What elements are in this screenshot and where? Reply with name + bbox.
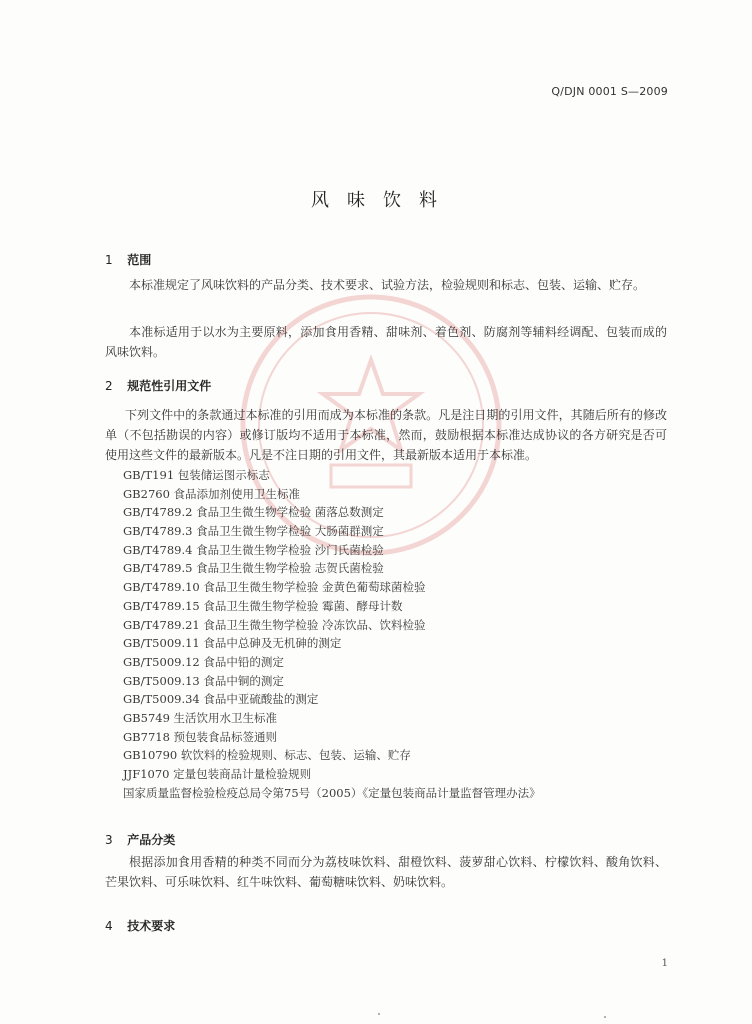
reference-item: JJF1070 定量包装商品计量检验规则 [123, 767, 312, 781]
section-3-paragraph: 根据添加食用香精的种类不同而分为荔枝味饮料、甜橙饮料、菠萝甜心饮料、柠檬饮料、酸角饮料、芒果饮料、可乐味饮料、红牛味饮料、葡萄糖味饮料、奶味饮料。 [105, 855, 667, 889]
reference-item: GB5749 生活饮用水卫生标准 [123, 710, 278, 725]
reference-item: GB2760 食品添加剂使用卫生标准 [123, 486, 301, 501]
section-title: 技术要求 [127, 919, 176, 933]
reference-item: GB/T4789.15 食品卫生微生物学检验 霉菌、酵母计数 [123, 598, 403, 613]
section-number: 2 [105, 379, 113, 393]
scan-speck [378, 1013, 380, 1015]
reference-item: GB/T5009.12 食品中铅的测定 [123, 654, 284, 669]
reference-item: GB/T4789.5 食品卫生微生物学检验 志贺氏菌检验 [123, 561, 384, 576]
section-1-paragraph-2: 本准标适用于以水为主要原料，添加食用香精、甜味剂、着色剂、防腐剂等辅料经调配、包装而成的风味饮料。 [105, 325, 667, 359]
reference-list [123, 466, 541, 802]
section-1-paragraph-1: 本标准规定了风味饮料的产品分类、技术要求、试验方法，检验规则和标志、包装、运输、贮存。 [129, 278, 646, 292]
section-3-heading [105, 831, 175, 848]
reference-item: GB/T4789.10 食品卫生微生物学检验 金黄色葡萄球菌检验 [123, 580, 426, 595]
reference-item: GB/T4789.2 食品卫生微生物学检验 菌落总数测定 [123, 505, 384, 520]
reference-item: GB7718 预包装食品标签通则 [123, 729, 278, 744]
section-title: 产品分类 [127, 833, 176, 847]
section-number: 4 [105, 919, 113, 933]
page-number: 1 [661, 958, 668, 969]
section-2-intro: 下列文件中的条款通过本标准的引用而成为本标准的条款。凡是注日期的引用文件，其随后所有的修改单（不包括勘误的内容）或修订版均不适用于本标准，然而，鼓励根据本标准达成协议的各方研究是否可使用这些文件的最新版本。凡是不注日期的引用文件，其最新版本适用于本标准。 [105, 408, 667, 462]
reference-item: GB/T191 包装储运图示标志 [123, 468, 270, 482]
section-title: 规范性引用文件 [127, 379, 212, 393]
reference-item: GB10790 软饮料的检验规则、标志、包装、运输、贮存 [123, 748, 411, 763]
reference-item: GB/T5009.34 食品中亚硫酸盐的测定 [123, 692, 319, 707]
reference-item: GB/T4789.4 食品卫生微生物学检验 沙门氏菌检验 [123, 542, 384, 557]
document-code: Q/DJN 0001 S—2009 [551, 85, 668, 98]
section-number: 3 [105, 833, 113, 847]
section-number: 1 [105, 253, 113, 267]
section-title: 范围 [127, 253, 152, 267]
reference-item: GB/T5009.13 食品中铜的测定 [123, 673, 284, 688]
reference-item: GB/T4789.21 食品卫生微生物学检验 冷冻饮品、饮料检验 [123, 617, 426, 632]
section-2-heading [105, 377, 211, 394]
document-title: 风味饮料 [311, 190, 455, 211]
reference-item: 国家质量监督检验检疫总局令第75号（2005）《定量包装商品计量监督管理办法》 [123, 785, 541, 800]
section-1-heading [105, 251, 151, 268]
reference-item: GB/T5009.11 食品中总砷及无机砷的测定 [123, 636, 342, 651]
scan-speck [604, 1016, 606, 1018]
section-4-heading [105, 917, 175, 934]
reference-item: GB/T4789.3 食品卫生微生物学检验 大肠菌群测定 [123, 524, 384, 539]
